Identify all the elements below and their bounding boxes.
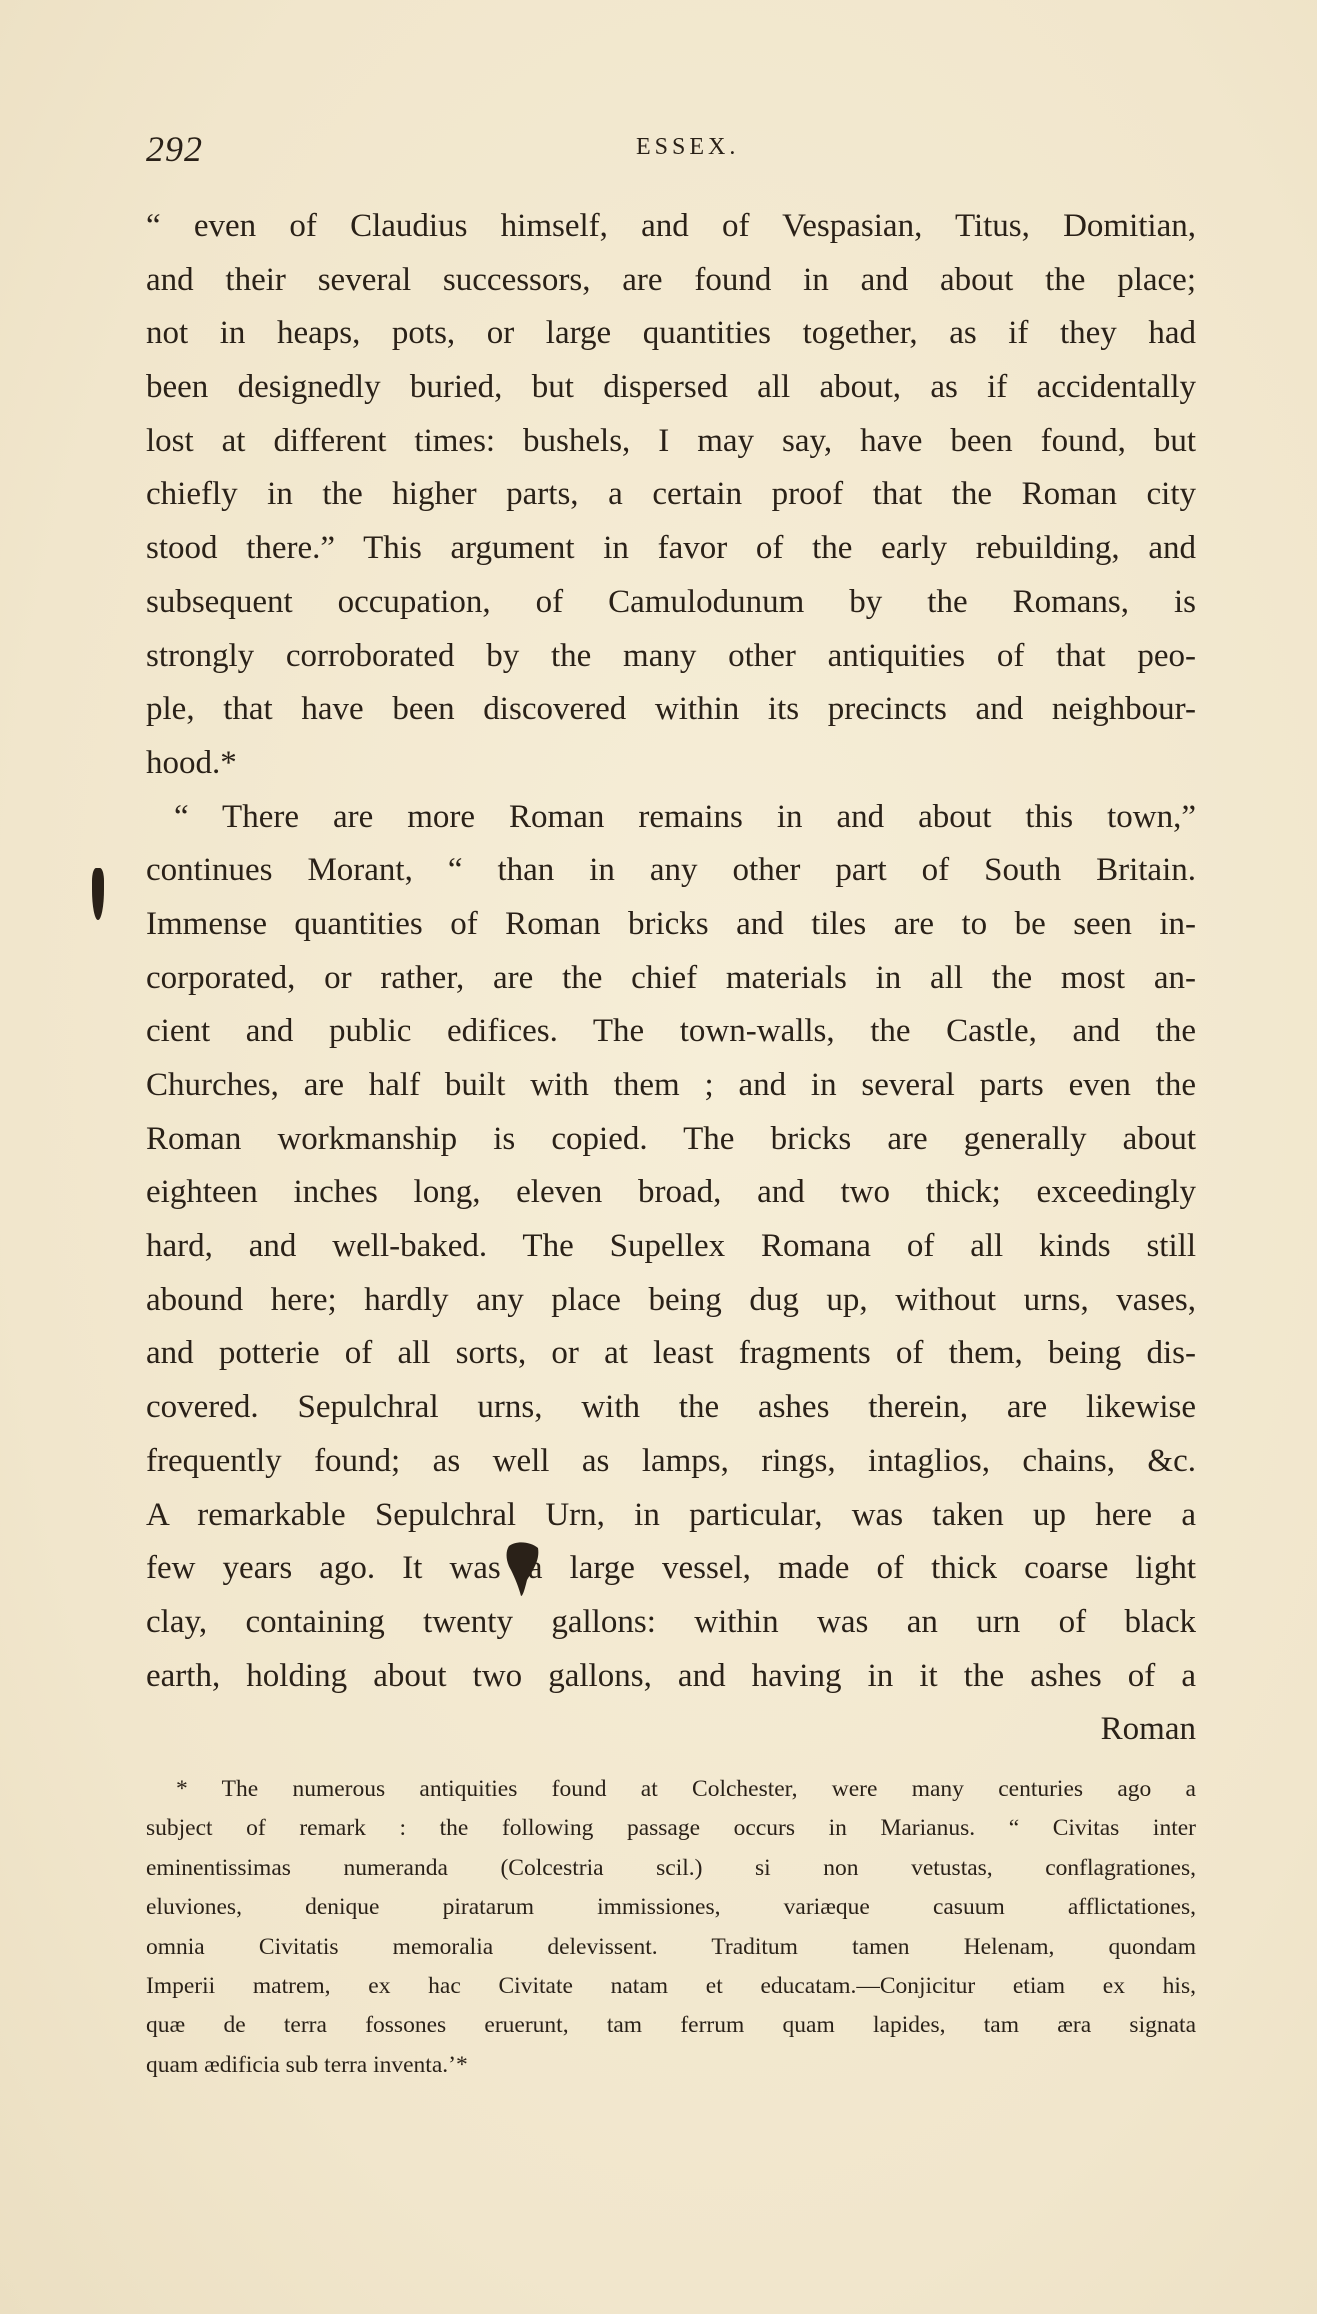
text-line: hard, and well-baked. The Supellex Romana of all kinds still [146, 1228, 1196, 1265]
running-title: ESSEX. [636, 134, 740, 160]
text-line: frequently found; as well as lamps, rings, intaglios, chains, &c. [146, 1442, 1196, 1479]
text-line: corporated, or rather, are the chief materials in all the most an- [146, 959, 1196, 996]
main-text [146, 200, 1196, 1757]
page-number: 292 [146, 129, 203, 169]
footnote-line: quæ de terra fossones eruerunt, tam ferrum quam lapides, tam æra signata [146, 2012, 1196, 2039]
footnote-line: eminentissimas numeranda (Colcestria scil.) si non vetustas, conflagrationes, [146, 1854, 1196, 1881]
footnote-line: omnia Civitatis memoralia delevissent. Traditum tamen Helenam, quondam [146, 1933, 1196, 1960]
catchword: Roman [1100, 1711, 1196, 1748]
footnote-line: Imperii matrem, ex hac Civitate natam et educatam.—Conjicitur etiam ex his, [146, 1972, 1196, 1999]
text-line: hood.* [146, 744, 237, 781]
footnote-line: subject of remark : the following passage occurs in Marianus. “ Civitas inter [146, 1815, 1196, 1842]
text-line: eighteen inches long, eleven broad, and two thick; exceedingly [146, 1174, 1196, 1211]
footnote-line: quam ædificia sub terra inventa.’* [146, 2051, 468, 2078]
text-line: Churches, are half built with them ; and in several parts even the [146, 1067, 1196, 1103]
text-line: ple, that have been discovered within its precincts and neighbour- [146, 691, 1196, 728]
running-head [146, 128, 1196, 168]
text-line: continues Morant, “ than in any other part of South Britain. [146, 852, 1196, 889]
text-line: Immense quantities of Roman bricks and tiles are to be seen in- [146, 905, 1196, 942]
text-line: stood there.” This argument in favor of the early rebuilding, and [146, 530, 1196, 567]
text-line: few years ago. It was a large vessel, made of thick coarse light [146, 1550, 1196, 1587]
footnote-line: * The numerous antiquities found at Colchester, were many centuries ago a [176, 1776, 1196, 1802]
text-line: covered. Sepulchral urns, with the ashes therein, are likewise [146, 1389, 1196, 1426]
text-line: clay, containing twenty gallons: within was an urn of black [146, 1603, 1196, 1640]
text-line: cient and public edifices. The town-walls, the Castle, and the [146, 1013, 1196, 1050]
text-line: Roman workmanship is copied. The bricks are generally about [146, 1120, 1196, 1157]
footnote [146, 1770, 1196, 2085]
text-line: A remarkable Sepulchral Urn, in particular, was taken up here a [146, 1496, 1196, 1533]
text-line: subsequent occupation, of Camulodunum by the Romans, is [146, 583, 1196, 620]
text-line: earth, holding about two gallons, and having in it the ashes of a [146, 1657, 1196, 1694]
text-line: abound here; hardly any place being dug up, without urns, vases, [146, 1281, 1196, 1318]
text-line: and potterie of all sorts, or at least fragments of them, being dis- [146, 1335, 1196, 1372]
text-line: been designedly buried, but dispersed all about, as if accidentally [146, 369, 1196, 406]
text-line: “ even of Claudius himself, and of Vespasian, Titus, Domitian, [146, 208, 1196, 244]
footnote-line: eluviones, denique piratarum immissiones, variæque casuum afflictationes, [146, 1894, 1196, 1921]
text-line: “ There are more Roman remains in and about this town,” [174, 798, 1196, 835]
text-line: lost at different times: bushels, I may say, have been found, but [146, 422, 1196, 459]
text-line: strongly corroborated by the many other antiquities of that peo- [146, 637, 1196, 674]
text-line: and their several successors, are found in and about the place; [146, 261, 1196, 298]
text-line: not in heaps, pots, or large quantities together, as if they had [146, 315, 1196, 352]
margin-ink-mark [92, 868, 104, 920]
text-line: chiefly in the higher parts, a certain proof that the Roman city [146, 476, 1196, 513]
